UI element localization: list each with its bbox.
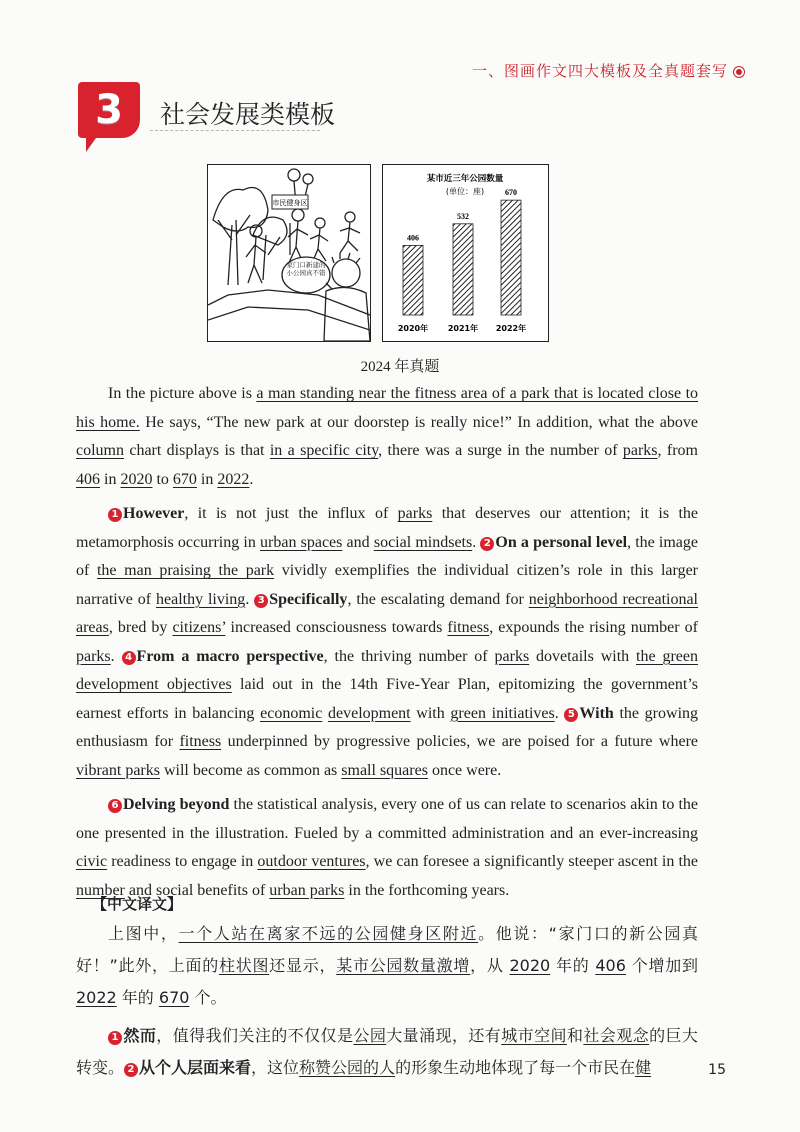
bar-chart bbox=[382, 164, 549, 342]
chart-title: 某市近三年公园数量 bbox=[426, 174, 504, 184]
marker-2-icon: 2 bbox=[480, 537, 494, 551]
cartoon-sign-text: 市民健身区 bbox=[272, 199, 308, 207]
translation-body bbox=[76, 918, 698, 1090]
section-number-badge: 3 bbox=[78, 82, 140, 138]
section-title: 社会发展类模板 bbox=[160, 100, 336, 129]
running-header: 一、图画作文四大模板及全真题套写 bbox=[472, 60, 742, 81]
bar-2022年 bbox=[501, 200, 521, 315]
bar-2020年 bbox=[403, 245, 423, 315]
bar-value-label: 406 bbox=[407, 233, 419, 243]
bar-2021年 bbox=[453, 224, 473, 315]
translation-paragraph-1: 上图中，一个人站在离家不远的公园健身区附近。他说：“家门口的新公园真好！”此外，上面的柱状图还显示，某市公园数量激增，从 2020 年的 406 个增加到 2022 年的 670 个。 bbox=[76, 924, 698, 1007]
marker-4-icon: 4 bbox=[122, 651, 136, 665]
essay-paragraph-2: 1 However, it is not just the influx of parks that deserves our attention; it is the metamorphosis occurring in urban spaces and social mindsets. 2 On a personal level, the image of the man praising the park vividly exemplifies the individual citizen’s role in this larger narrative of healthy living. 3 Specifically, the escalating demand for neighborhood recreational areas, bred by citizens’ increased consciousness towards fitness, expounds the rising number of parks. 4 From a macro perspective, the thriving number of parks dovetails with the green development objectives laid out in the 14th Five-Year Plan, epitomizing the government’s earnest efforts in balancing economic development with green initiatives. 5 With the growing enthusiasm for fitness underpinned by progressive policies, we are poised for a future where vibrant parks will become as common as small squares once were. bbox=[76, 505, 699, 779]
page-number: 15 bbox=[708, 1062, 726, 1078]
cartoon-drawing bbox=[208, 165, 370, 341]
header-dot-icon bbox=[736, 69, 742, 75]
category-tick-label: 2020年 bbox=[397, 324, 429, 333]
bar-value-label: 670 bbox=[505, 188, 517, 198]
cartoon-speech-text: 家门口新建的小公园真不错 bbox=[286, 261, 326, 277]
translation-heading: 【中文译文】 bbox=[92, 895, 183, 913]
chart-subtitle: (单位：座) bbox=[445, 187, 485, 196]
essay-body bbox=[76, 380, 698, 911]
bar-value-label: 532 bbox=[457, 211, 469, 221]
figure-caption: 2024 年真题 bbox=[360, 359, 440, 375]
marker-5-icon: 5 bbox=[564, 708, 578, 722]
marker-3-icon: 3 bbox=[254, 594, 268, 608]
category-tick-label: 2021年 bbox=[447, 324, 479, 333]
zh-marker-1-icon: 1 bbox=[108, 1031, 122, 1045]
title-divider bbox=[150, 130, 320, 131]
essay-paragraph-1: In the picture above is a man standing near the fitness area of a park that is located close to his home. He says, “The new park at our doorstep is really nice!” In addition, what the above column chart displays is that in a specific city, there was a surge in the number of parks, from 406 in 2020 to 670 in 2022. bbox=[76, 385, 699, 488]
category-tick-label: 2022年 bbox=[495, 324, 527, 333]
zh-marker-2-icon: 2 bbox=[124, 1063, 138, 1077]
cartoon-illustration bbox=[207, 164, 371, 342]
marker-6-icon: 6 bbox=[108, 799, 122, 813]
essay-paragraph-3: 6 Delving beyond the statistical analysis, every one of us can relate to scenarios akin to the one presented in the illustration. Fueled by a committed administration and an ever-increasing civic readiness to engage in outdoor ventures, we can foresee a significantly steeper ascent in the number and social benefits of urban parks in the forthcoming years. bbox=[76, 796, 699, 899]
translation-paragraph-2: 1 然而，值得我们关注的不仅仅是公园大量涌现，还有城市空间和社会观念的巨大转变。 2 从个人层面来看，这位称赞公园的人的形象生动地体现了每一个市民在健 bbox=[76, 1026, 698, 1077]
marker-1-icon: 1 bbox=[108, 508, 122, 522]
